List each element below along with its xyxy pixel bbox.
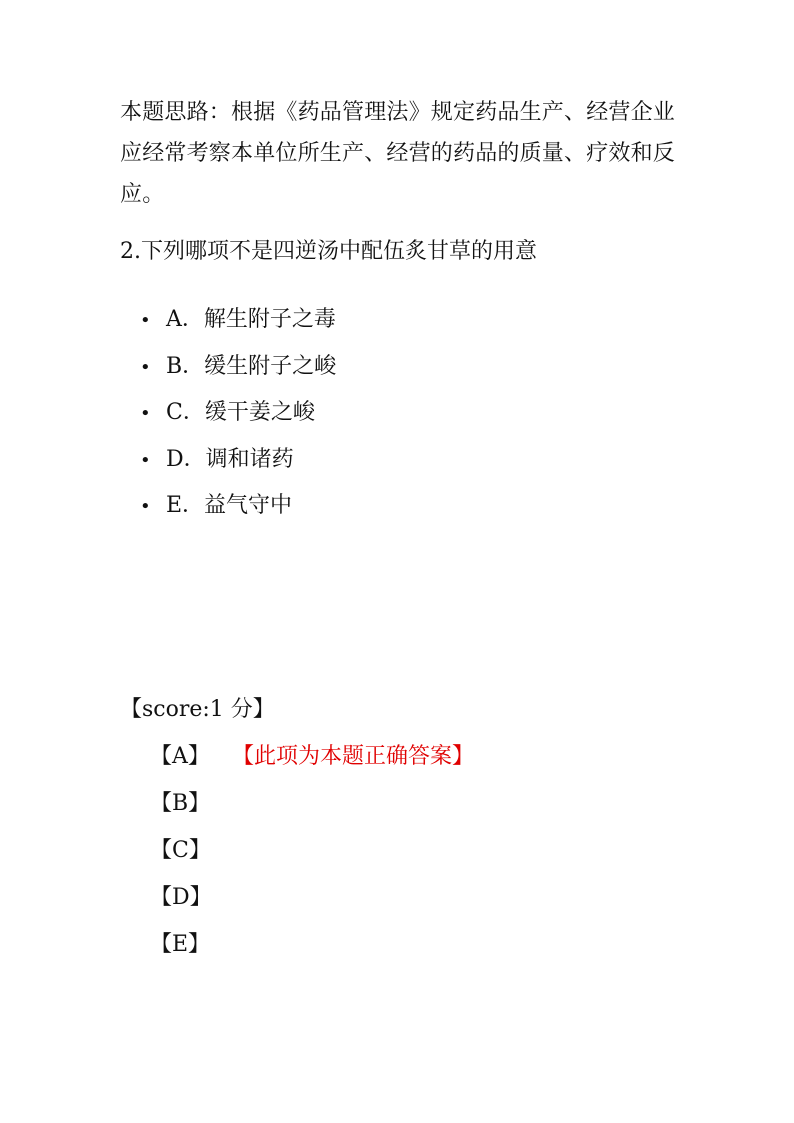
- option-list: [140, 300, 336, 533]
- answer-label: 【A】: [150, 744, 210, 769]
- option-item-e: [140, 486, 336, 533]
- score-label: 【score:1 分】: [120, 697, 275, 722]
- answer-row-d: [150, 878, 474, 925]
- option-label: B．缓生附子之峻: [166, 353, 337, 379]
- bullet-icon: •: [140, 449, 151, 471]
- option-item-a: [140, 300, 336, 347]
- answer-label: 【D】: [150, 885, 212, 910]
- option-label: C．缓干姜之峻: [166, 400, 315, 425]
- question-text: 2.下列哪项不是四逆汤中配伍炙甘草的用意: [120, 239, 537, 264]
- option-item-d: [140, 440, 336, 487]
- option-label: A．解生附子之毒: [166, 307, 336, 332]
- bullet-icon: •: [140, 496, 151, 517]
- answer-explanation: 本题思路：根据《药品管理法》规定药品生产、经营企业应经常考察本单位所生产、经营的药品的质量、疗效和反应。: [120, 100, 676, 207]
- answer-row-b: [150, 784, 474, 831]
- option-item-b: [140, 347, 336, 394]
- answer-row-e: [150, 925, 474, 972]
- option-label: E．益气守中: [166, 493, 293, 518]
- answer-key-list: [150, 737, 474, 972]
- correct-answer-note: 【此项为本题正确答案】: [232, 744, 475, 769]
- answer-label: 【B】: [150, 791, 211, 816]
- option-item-c: [140, 393, 336, 440]
- bullet-icon: •: [140, 356, 151, 378]
- answer-row-c: [150, 831, 474, 878]
- bullet-icon: •: [140, 310, 151, 331]
- answer-row-a: [150, 737, 474, 784]
- answer-label: 【E】: [150, 932, 211, 957]
- answer-label: 【C】: [150, 838, 211, 863]
- bullet-icon: •: [140, 403, 151, 424]
- option-label: D．调和诸药: [166, 446, 294, 472]
